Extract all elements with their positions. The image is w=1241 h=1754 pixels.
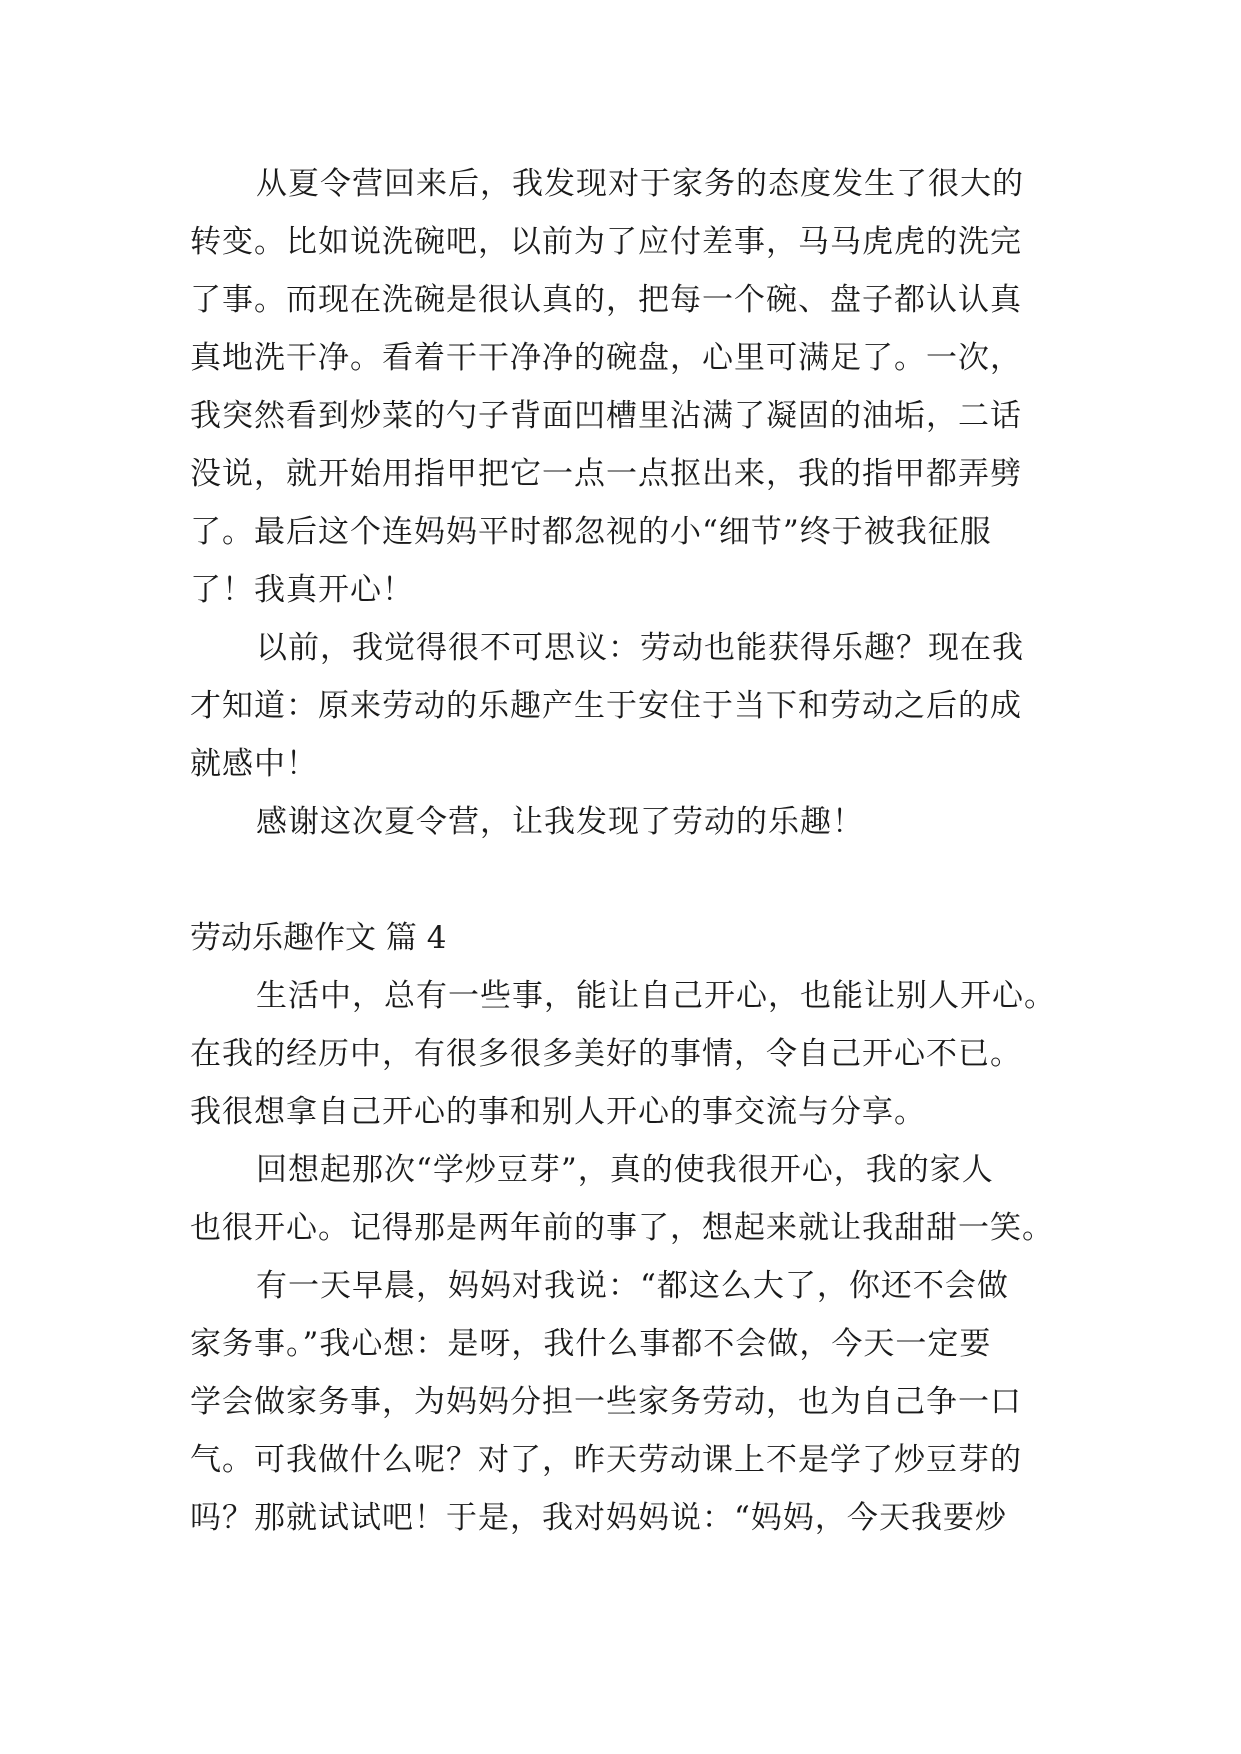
paragraph-line: 转变。比如说洗碗吧，以前为了应付差事，马马虎虎的洗完	[190, 224, 1022, 260]
paragraph-line: 真地洗干净。看着干干净净的碗盘，心里可满足了。一次，	[190, 340, 1022, 376]
paragraph-line: 有一天早晨，妈妈对我说：“都这么大了，你还不会做	[256, 1268, 1009, 1304]
paragraph-line: 以前，我觉得很不可思议：劳动也能获得乐趣？现在我	[256, 630, 1024, 666]
paragraph-line: 了事。而现在洗碗是很认真的，把每一个碗、盘子都认认真	[190, 282, 1022, 318]
paragraph-line: 学会做家务事，为妈妈分担一些家务劳动，也为自己争一口	[190, 1384, 1022, 1420]
paragraph-line: 回想起那次“学炒豆芽”，真的使我很开心，我的家人	[256, 1152, 994, 1188]
paragraph-line: 就感中！	[190, 746, 318, 782]
paragraph-line: 也很开心。记得那是两年前的事了，想起来就让我甜甜一笑。	[190, 1210, 1054, 1246]
paragraph-line: 家务事。”我心想：是呀，我什么事都不会做，今天一定要	[190, 1326, 992, 1362]
paragraph-line: 才知道：原来劳动的乐趣产生于安住于当下和劳动之后的成	[190, 688, 1022, 724]
paragraph-line: 没说，就开始用指甲把它一点一点抠出来，我的指甲都弄劈	[190, 456, 1022, 492]
paragraph-line: 我很想拿自己开心的事和别人开心的事交流与分享。	[190, 1094, 926, 1130]
paragraph-line: 生活中，总有一些事，能让自己开心，也能让别人开心。	[256, 978, 1056, 1014]
paragraph-line: 了！我真开心！	[190, 572, 414, 608]
paragraph-line: 我突然看到炒菜的勺子背面凹槽里沾满了凝固的油垢，二话	[190, 398, 1022, 434]
paragraph-line: 吗？那就试试吧！于是，我对妈妈说：“妈妈，今天我要炒	[190, 1500, 1007, 1536]
paragraph-line: 气。可我做什么呢？对了，昨天劳动课上不是学了炒豆芽的	[190, 1442, 1022, 1478]
paragraph-line: 在我的经历中，有很多很多美好的事情，令自己开心不已。	[190, 1036, 1022, 1072]
paragraph-line: 感谢这次夏令营，让我发现了劳动的乐趣！	[256, 804, 864, 840]
paragraph-line: 了。最后这个连妈妈平时都忽视的小“细节”终于被我征服	[190, 514, 992, 550]
paragraph-line: 从夏令营回来后，我发现对于家务的态度发生了很大的	[256, 166, 1024, 202]
section-title: 劳动乐趣作文 篇 4	[190, 920, 447, 956]
